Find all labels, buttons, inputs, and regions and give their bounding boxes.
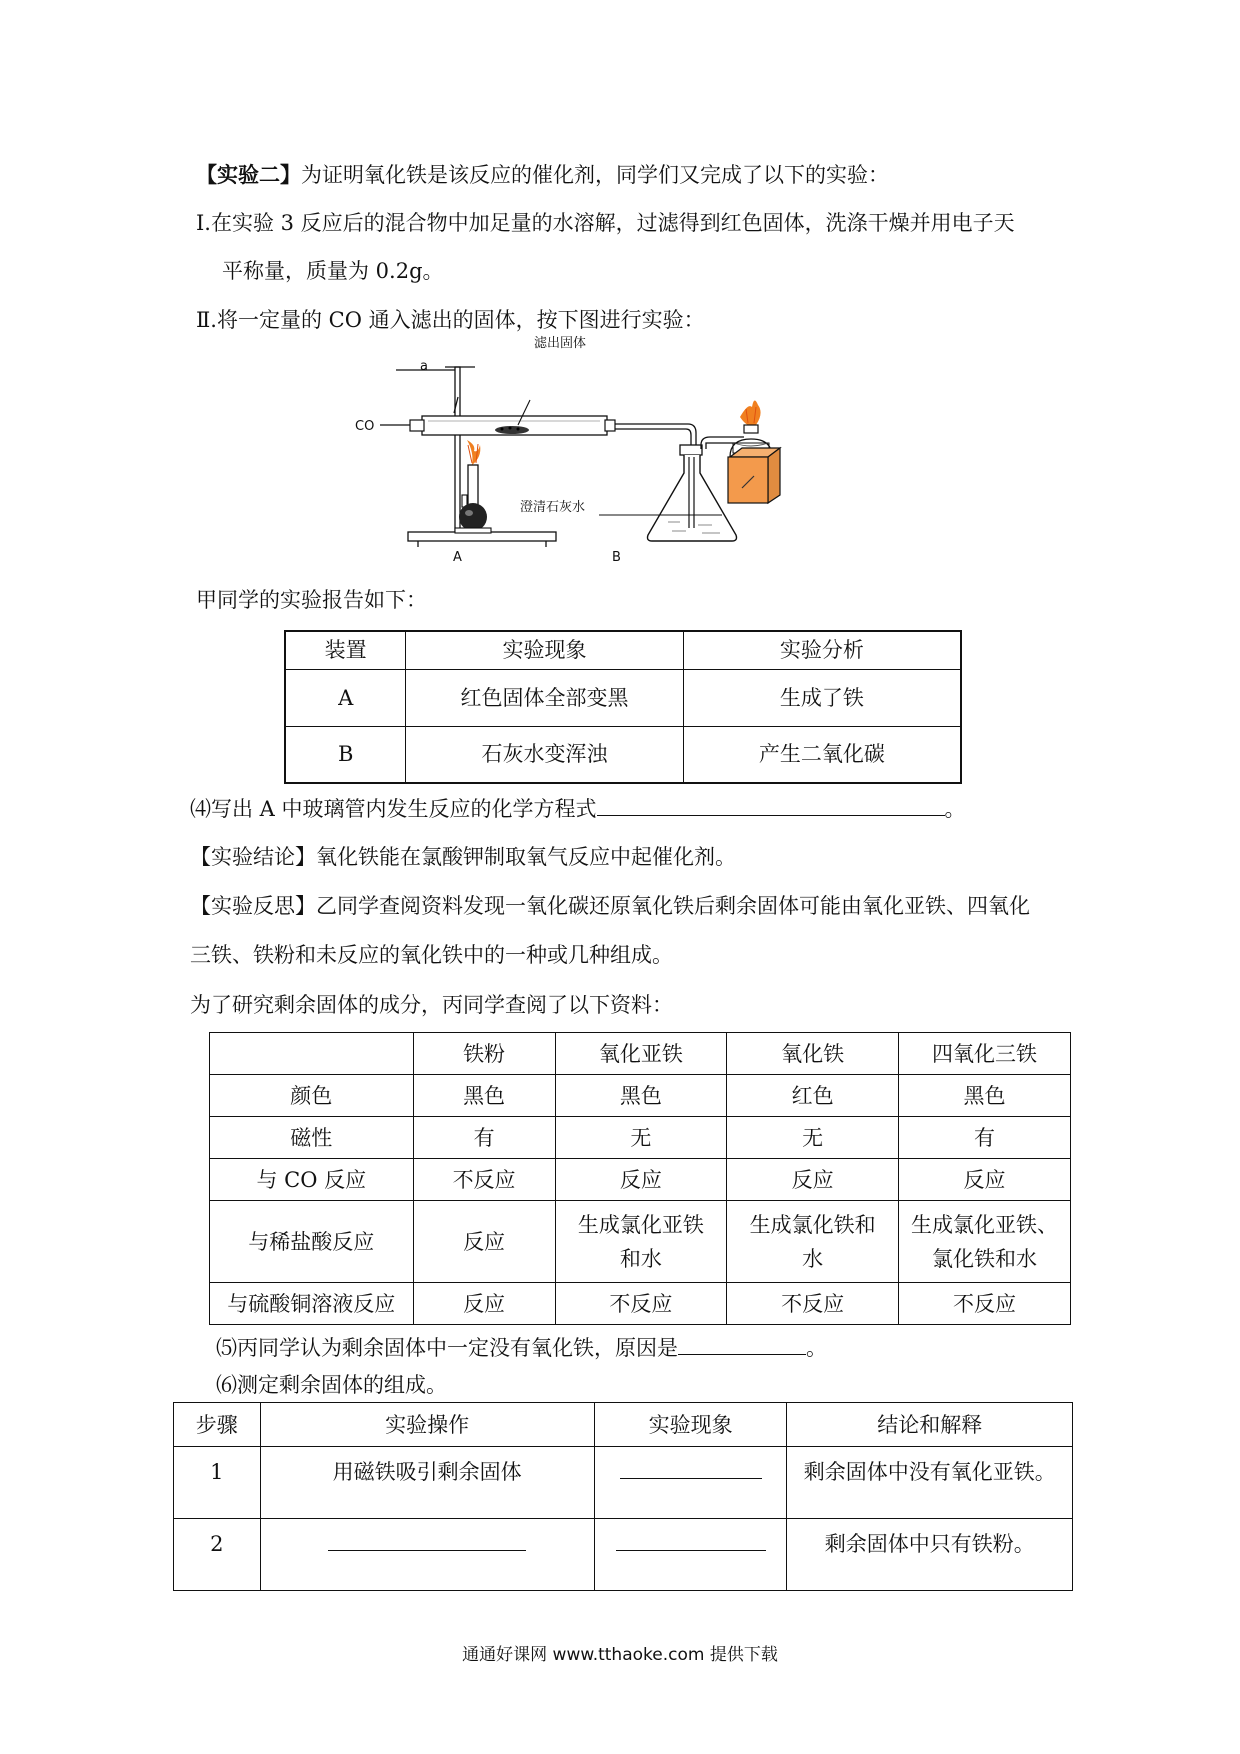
steps-phenomenon-cell xyxy=(594,1519,787,1591)
left-stopper xyxy=(410,420,424,431)
steps-header-cell: 步骤 xyxy=(174,1403,261,1447)
materials-cell: 黑色 xyxy=(899,1075,1071,1117)
materials-row xyxy=(210,1283,1071,1325)
right-stopper xyxy=(605,420,615,431)
report-table xyxy=(284,630,962,784)
step2-phenomenon-blank[interactable] xyxy=(616,1530,766,1551)
materials-cell: 无 xyxy=(727,1117,899,1159)
report-header-cell: 装置 xyxy=(285,631,406,669)
steps-header-cell: 实验现象 xyxy=(594,1403,787,1447)
materials-cell: 与稀盐酸反应 xyxy=(210,1201,414,1283)
reflection-line1 xyxy=(190,891,1030,921)
materials-cell: 与 CO 反应 xyxy=(210,1159,414,1201)
materials-cell: 颜色 xyxy=(210,1075,414,1117)
footer-text: 通通好课网 www.tthaoke.com 提供下载 xyxy=(462,1645,778,1665)
report-header-cell: 实验分析 xyxy=(683,631,961,669)
steps-num: 2 xyxy=(174,1519,261,1591)
reflection-text: 乙同学查阅资料发现一氧化碳还原氧化铁后剩余固体可能由氧化亚铁、四氧化 xyxy=(316,894,1030,918)
materials-cell: 反应 xyxy=(727,1159,899,1201)
report-cell: 红色固体全部变黑 xyxy=(406,669,683,726)
stand-rod xyxy=(455,367,460,537)
materials-table xyxy=(209,1032,1071,1325)
materials-cell: 反应 xyxy=(413,1201,555,1283)
materials-row xyxy=(210,1075,1071,1117)
materials-header-cell: 四氧化三铁 xyxy=(899,1033,1071,1075)
exp2-intro: 为证明氧化铁是该反应的催化剂，同学们又完成了以下的实验： xyxy=(301,163,889,187)
materials-cell: 不反应 xyxy=(727,1283,899,1325)
steps-op-cell xyxy=(260,1519,594,1591)
flask-b xyxy=(648,455,737,541)
lamp-flame xyxy=(740,400,761,426)
report-cell: B xyxy=(285,726,406,783)
label-limewater: 澄清石灰水 xyxy=(520,500,586,515)
steps-row xyxy=(174,1447,1073,1519)
report-header-row xyxy=(285,631,961,669)
step1-line1: Ⅰ.在实验 3 反应后的混合物中加足量的水溶解，过滤得到红色固体，洗涤干燥并用电子天 xyxy=(196,211,1015,235)
materials-row xyxy=(210,1159,1071,1201)
steps-table xyxy=(173,1402,1073,1591)
report-row xyxy=(285,726,961,783)
materials-cell: 有 xyxy=(899,1117,1071,1159)
materials-cell: 反应 xyxy=(555,1159,727,1201)
q4-end: 。 xyxy=(944,797,966,821)
materials-header-cell: 氧化铁 xyxy=(727,1033,899,1075)
q4-line xyxy=(190,793,966,824)
materials-intro: 为了研究剩余固体的成分，丙同学查阅了以下资料： xyxy=(190,993,673,1017)
burner-flame xyxy=(467,440,480,465)
steps-row xyxy=(174,1519,1073,1591)
exp2-heading: 【实验二】 xyxy=(196,162,301,187)
materials-cell: 不反应 xyxy=(899,1283,1071,1325)
q5-end: 。 xyxy=(806,1336,827,1360)
step1-phenomenon-blank[interactable] xyxy=(620,1458,762,1479)
q6-line: ⑹测定剩余固体的组成。 xyxy=(216,1373,447,1397)
label-A: A xyxy=(453,550,462,565)
reflection-heading: 【实验反思】 xyxy=(190,894,316,918)
materials-cell: 不反应 xyxy=(555,1283,727,1325)
burner-neck xyxy=(468,465,478,507)
steps-phenomenon-cell xyxy=(594,1447,787,1519)
materials-cell: 有 xyxy=(413,1117,555,1159)
report-cell: A xyxy=(285,669,406,726)
materials-cell: 磁性 xyxy=(210,1117,414,1159)
steps-header-row xyxy=(174,1403,1073,1447)
burner-body xyxy=(459,503,487,531)
conclusion-line xyxy=(190,842,736,872)
steps-header-cell: 实验操作 xyxy=(260,1403,594,1447)
materials-cell: 与硫酸铜溶液反应 xyxy=(210,1283,414,1325)
steps-num: 1 xyxy=(174,1447,261,1519)
materials-row xyxy=(210,1201,1071,1283)
label-filtered-solid: 滤出固体 xyxy=(534,336,587,351)
steps-op: 用磁铁吸引剩余固体 xyxy=(260,1447,594,1519)
materials-cell: 生成氯化铁和 水 xyxy=(727,1201,899,1283)
label-co: CO xyxy=(355,419,375,434)
materials-cell: 无 xyxy=(555,1117,727,1159)
q5-text: ⑸丙同学认为剩余固体中一定没有氧化铁，原因是 xyxy=(216,1336,678,1360)
materials-cell: 生成氯化亚铁 和水 xyxy=(555,1201,727,1283)
filtered-solid xyxy=(495,426,529,434)
conclusion-heading: 【实验结论】 xyxy=(190,845,316,869)
materials-cell: 黑色 xyxy=(413,1075,555,1117)
steps-conclusion: 剩余固体中只有铁粉。 xyxy=(787,1519,1073,1591)
report-intro: 甲同学的实验报告如下： xyxy=(196,588,427,612)
materials-cell: 不反应 xyxy=(413,1159,555,1201)
step2-operation-blank[interactable] xyxy=(328,1530,526,1551)
exp2-intro-line xyxy=(196,160,889,190)
q5-line xyxy=(216,1332,827,1363)
report-cell: 产生二氧化碳 xyxy=(683,726,961,783)
materials-cell: 黑色 xyxy=(555,1075,727,1117)
report-cell: 生成了铁 xyxy=(683,669,961,726)
materials-cell: 生成氯化亚铁、 氯化铁和水 xyxy=(899,1201,1071,1283)
flask-stopper xyxy=(680,445,702,455)
q4-text: ⑷写出 A 中玻璃管内发生反应的化学方程式 xyxy=(190,797,597,821)
materials-cell: 红色 xyxy=(727,1075,899,1117)
materials-header-row xyxy=(210,1033,1071,1075)
steps-conclusion: 剩余固体中没有氧化亚铁。 xyxy=(787,1447,1073,1519)
steps-header-cell: 结论和解释 xyxy=(787,1403,1073,1447)
report-header-cell: 实验现象 xyxy=(406,631,683,669)
reflection-line2: 三铁、铁粉和未反应的氧化铁中的一种或几种组成。 xyxy=(190,943,673,967)
report-cell: 石灰水变浑浊 xyxy=(406,726,683,783)
lamp-stand-block xyxy=(728,457,768,503)
materials-header-cell: 铁粉 xyxy=(413,1033,555,1075)
materials-header-cell: 氧化亚铁 xyxy=(555,1033,727,1075)
materials-cell: 反应 xyxy=(413,1283,555,1325)
materials-row xyxy=(210,1117,1071,1159)
label-B: B xyxy=(612,550,621,565)
conclusion-text: 氧化铁能在氯酸钾制取氧气反应中起催化剂。 xyxy=(316,845,736,869)
label-a: a xyxy=(420,359,428,374)
materials-cell: 反应 xyxy=(899,1159,1071,1201)
step1-line2: 平称量，质量为 0.2g。 xyxy=(222,259,444,283)
report-row xyxy=(285,669,961,726)
apparatus-diagram xyxy=(350,336,830,570)
q5-answer-blank[interactable] xyxy=(678,1332,806,1355)
materials-header-cell xyxy=(210,1033,414,1075)
q4-answer-blank[interactable] xyxy=(597,793,945,816)
step2-line: Ⅱ.将一定量的 CO 通入滤出的固体，按下图进行实验： xyxy=(196,308,705,332)
